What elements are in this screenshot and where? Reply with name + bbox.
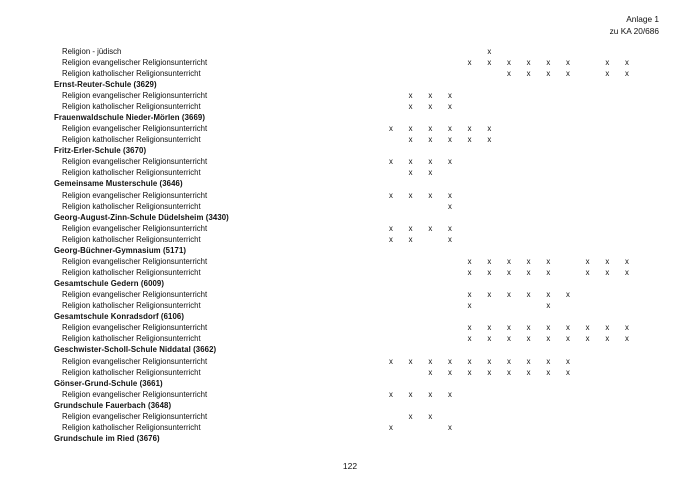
grade-mark: x: [428, 168, 433, 178]
grade-mark: x: [448, 157, 452, 167]
grade-mark: x: [625, 256, 629, 266]
religion-row: [0, 167, 700, 178]
grade-mark: x: [585, 268, 590, 277]
religion-label: Religion evangelischer Religionsunterricht: [62, 157, 208, 167]
school-name: Geschwister-Scholl-Schule Niddatal (3662): [54, 345, 217, 355]
grade-mark: x: [546, 256, 551, 266]
religion-label: Religion katholischer Religionsunterricht: [62, 334, 201, 344]
school-name: Ernst-Reuter-Schule (3629): [54, 79, 157, 89]
grade-mark: x: [389, 223, 393, 233]
grade-mark: x: [448, 101, 452, 111]
grade-mark: x: [448, 389, 452, 399]
grade-mark: x: [389, 389, 393, 399]
grade-mark: x: [487, 290, 492, 300]
grade-mark: x: [487, 46, 492, 56]
grade-mark: x: [448, 90, 452, 100]
school-name: Gesamtschule Gedern (6009): [54, 279, 165, 289]
grade-mark: x: [467, 367, 472, 377]
grade-mark: x: [566, 356, 570, 366]
grade-mark: x: [389, 124, 393, 134]
religion-label: Religion evangelischer Religionsunterricht: [62, 90, 208, 100]
grade-mark: x: [428, 124, 433, 134]
grade-mark: x: [507, 268, 511, 277]
grade-mark: x: [467, 268, 472, 277]
grade-mark: x: [487, 367, 492, 377]
grade-mark: x: [546, 334, 551, 344]
grade-mark: x: [625, 57, 629, 67]
grade-mark: x: [408, 168, 413, 178]
grade-mark: x: [408, 101, 413, 111]
religion-label: Religion katholischer Religionsunterricht: [62, 68, 201, 78]
religion-row: [0, 367, 700, 378]
religion-label: Religion katholischer Religionsunterricht: [62, 168, 201, 178]
school-row: [0, 400, 700, 411]
grade-mark: x: [448, 223, 452, 233]
grade-mark: x: [546, 356, 551, 366]
grade-mark: x: [546, 68, 551, 78]
grade-mark: x: [448, 234, 452, 244]
grade-mark: x: [448, 201, 452, 211]
grade-mark: x: [448, 367, 452, 377]
school-row: [0, 112, 700, 123]
grade-mark: x: [428, 223, 433, 233]
school-name: Georg-August-Zinn-Schule Düdelsheim (3430): [54, 212, 229, 222]
grade-mark: x: [448, 356, 452, 366]
grade-mark: x: [566, 68, 570, 78]
grade-mark: x: [487, 268, 492, 277]
grade-mark: x: [467, 356, 472, 366]
school-row: [0, 311, 700, 322]
grade-mark: x: [487, 124, 492, 134]
religion-row: [0, 356, 700, 367]
grade-mark: x: [566, 290, 570, 300]
grade-mark: x: [526, 256, 531, 266]
grade-mark: x: [408, 389, 413, 399]
grade-mark: x: [625, 68, 629, 78]
grade-mark: x: [507, 367, 511, 377]
grade-mark: x: [428, 101, 433, 111]
religion-row: [0, 190, 700, 201]
school-row: [0, 178, 700, 189]
religion-row: [0, 300, 700, 311]
grade-mark: x: [408, 411, 413, 421]
religion-row: [0, 134, 700, 145]
grade-mark: x: [546, 323, 551, 333]
school-row: [0, 245, 700, 256]
grade-mark: x: [487, 256, 492, 266]
religion-label: Religion evangelischer Religionsunterricht: [62, 256, 208, 266]
school-name: Fritz-Erler-Schule (3670): [54, 146, 147, 156]
grade-mark: x: [566, 323, 570, 333]
grade-mark: x: [428, 157, 433, 167]
religion-label: Religion evangelischer Religionsunterricht: [62, 389, 208, 399]
religion-label: Religion evangelischer Religionsunterricht: [62, 356, 208, 366]
religion-label: Religion evangelischer Religionsunterricht: [62, 223, 208, 233]
religion-row: [0, 256, 700, 267]
school-name: Grundschule im Ried (3676): [54, 434, 160, 444]
grade-mark: x: [467, 290, 472, 300]
grade-mark: x: [566, 334, 570, 344]
religion-label: Religion katholischer Religionsunterricht: [62, 201, 201, 211]
grade-mark: x: [448, 124, 452, 134]
religion-row: [0, 156, 700, 167]
grade-mark: x: [507, 356, 511, 366]
grade-mark: x: [467, 135, 472, 145]
grade-mark: x: [389, 422, 393, 432]
grade-mark: x: [605, 334, 610, 344]
grade-mark: x: [605, 57, 610, 67]
grade-mark: x: [487, 57, 492, 67]
grade-mark: x: [546, 367, 551, 377]
religion-row: [0, 267, 700, 278]
religion-row: [0, 234, 700, 245]
grade-mark: x: [566, 57, 570, 67]
religion-label: Religion katholischer Religionsunterricht: [62, 301, 201, 311]
page-number: 122: [342, 461, 358, 471]
grade-mark: x: [389, 356, 393, 366]
religion-row: [0, 223, 700, 234]
religion-row: [0, 68, 700, 79]
grade-mark: x: [585, 256, 590, 266]
school-row: [0, 378, 700, 389]
grade-mark: x: [585, 323, 590, 333]
header-annex-label: Anlage 1: [626, 14, 659, 24]
religion-label: Religion evangelischer Religionsunterricht: [62, 124, 208, 134]
grade-mark: x: [605, 68, 610, 78]
school-row: [0, 433, 700, 444]
grade-mark: x: [389, 190, 393, 200]
religion-row: [0, 422, 700, 433]
grade-mark: x: [585, 334, 590, 344]
grade-mark: x: [389, 234, 393, 244]
religion-row: [0, 90, 700, 101]
grade-mark: x: [526, 323, 531, 333]
school-name: Gemeinsame Musterschule (3646): [54, 179, 183, 189]
religion-row: [0, 201, 700, 212]
grade-mark: x: [408, 124, 413, 134]
religion-row: [0, 411, 700, 422]
religion-label: Religion katholischer Religionsunterricht: [62, 101, 201, 111]
grade-mark: x: [408, 135, 413, 145]
grade-mark: x: [467, 334, 472, 344]
grade-mark: x: [428, 135, 433, 145]
grade-mark: x: [467, 124, 472, 134]
grade-mark: x: [467, 256, 472, 266]
school-name: Gesamtschule Konradsdorf (6106): [54, 312, 185, 322]
grade-mark: x: [408, 234, 413, 244]
religion-row: [0, 57, 700, 68]
grade-mark: x: [487, 356, 492, 366]
grade-mark: x: [428, 411, 433, 421]
grade-mark: x: [467, 57, 472, 67]
religion-label: Religion evangelischer Religionsunterricht: [62, 290, 208, 300]
grade-mark: x: [428, 190, 433, 200]
religion-label: Religion katholischer Religionsunterricht: [62, 367, 201, 377]
grade-mark: x: [507, 290, 511, 300]
religion-label: Religion katholischer Religionsunterricht: [62, 135, 201, 145]
school-name: Georg-Büchner-Gymnasium (5171): [54, 245, 187, 255]
religion-label: Religion evangelischer Religionsunterricht: [62, 411, 208, 421]
grade-mark: x: [526, 356, 531, 366]
school-row: [0, 79, 700, 90]
religion-row: [0, 389, 700, 400]
grade-mark: x: [566, 367, 570, 377]
grade-mark: x: [467, 301, 472, 311]
grade-mark: x: [605, 268, 610, 277]
grade-mark: x: [487, 135, 492, 145]
grade-mark: x: [428, 356, 433, 366]
grade-mark: x: [526, 268, 531, 277]
school-name: Frauenwaldschule Nieder-Mörlen (3669): [54, 113, 206, 123]
grade-mark: x: [526, 367, 531, 377]
grade-mark: x: [625, 323, 629, 333]
religion-label: Religion katholischer Religionsunterricht: [62, 268, 201, 277]
grade-mark: x: [448, 135, 452, 145]
religion-row: [0, 333, 700, 344]
grade-mark: x: [507, 256, 511, 266]
grade-mark: x: [408, 356, 413, 366]
religion-label: Religion evangelischer Religionsunterricht: [62, 190, 208, 200]
grade-mark: x: [507, 323, 511, 333]
religion-row: [0, 101, 700, 112]
grade-mark: x: [526, 57, 531, 67]
grade-mark: x: [625, 268, 629, 277]
grade-mark: x: [546, 57, 551, 67]
grade-mark: x: [526, 290, 531, 300]
religion-row: [0, 46, 700, 57]
school-row: [0, 344, 700, 355]
grade-mark: x: [546, 268, 551, 277]
religion-label: Religion - jüdisch: [62, 46, 122, 56]
grade-mark: x: [428, 90, 433, 100]
religion-row: [0, 322, 700, 333]
school-row: [0, 212, 700, 223]
grade-mark: x: [448, 190, 452, 200]
grade-mark: x: [428, 367, 433, 377]
grade-mark: x: [408, 223, 413, 233]
school-name: Grundschule Fauerbach (3648): [54, 400, 172, 410]
grade-mark: x: [507, 334, 511, 344]
grade-mark: x: [408, 157, 413, 167]
religion-label: Religion katholischer Religionsunterricht: [62, 234, 201, 244]
grade-mark: x: [428, 389, 433, 399]
religion-row: [0, 123, 700, 134]
grade-mark: x: [487, 334, 492, 344]
grade-mark: x: [389, 157, 393, 167]
school-row: [0, 145, 700, 156]
grade-mark: x: [487, 323, 492, 333]
grade-mark: x: [605, 323, 610, 333]
grade-mark: x: [546, 301, 551, 311]
school-row: [0, 278, 700, 289]
religion-label: Religion evangelischer Religionsunterricht: [62, 323, 208, 333]
grade-mark: x: [605, 256, 610, 266]
grade-mark: x: [448, 422, 452, 432]
school-name: Gönser-Grund-Schule (3661): [54, 378, 163, 388]
header-reference-number: zu KA 20/686: [609, 26, 659, 36]
grade-mark: x: [546, 290, 551, 300]
grade-mark: x: [526, 68, 531, 78]
grade-mark: x: [408, 190, 413, 200]
religion-label: Religion evangelischer Religionsunterricht: [62, 57, 208, 67]
grade-mark: x: [625, 334, 629, 344]
grade-mark: x: [408, 90, 413, 100]
grade-mark: x: [507, 68, 511, 78]
grade-mark: x: [467, 323, 472, 333]
religion-label: Religion katholischer Religionsunterricht: [62, 422, 201, 432]
grade-mark: x: [526, 334, 531, 344]
grade-mark: x: [507, 57, 511, 67]
religion-row: [0, 289, 700, 300]
